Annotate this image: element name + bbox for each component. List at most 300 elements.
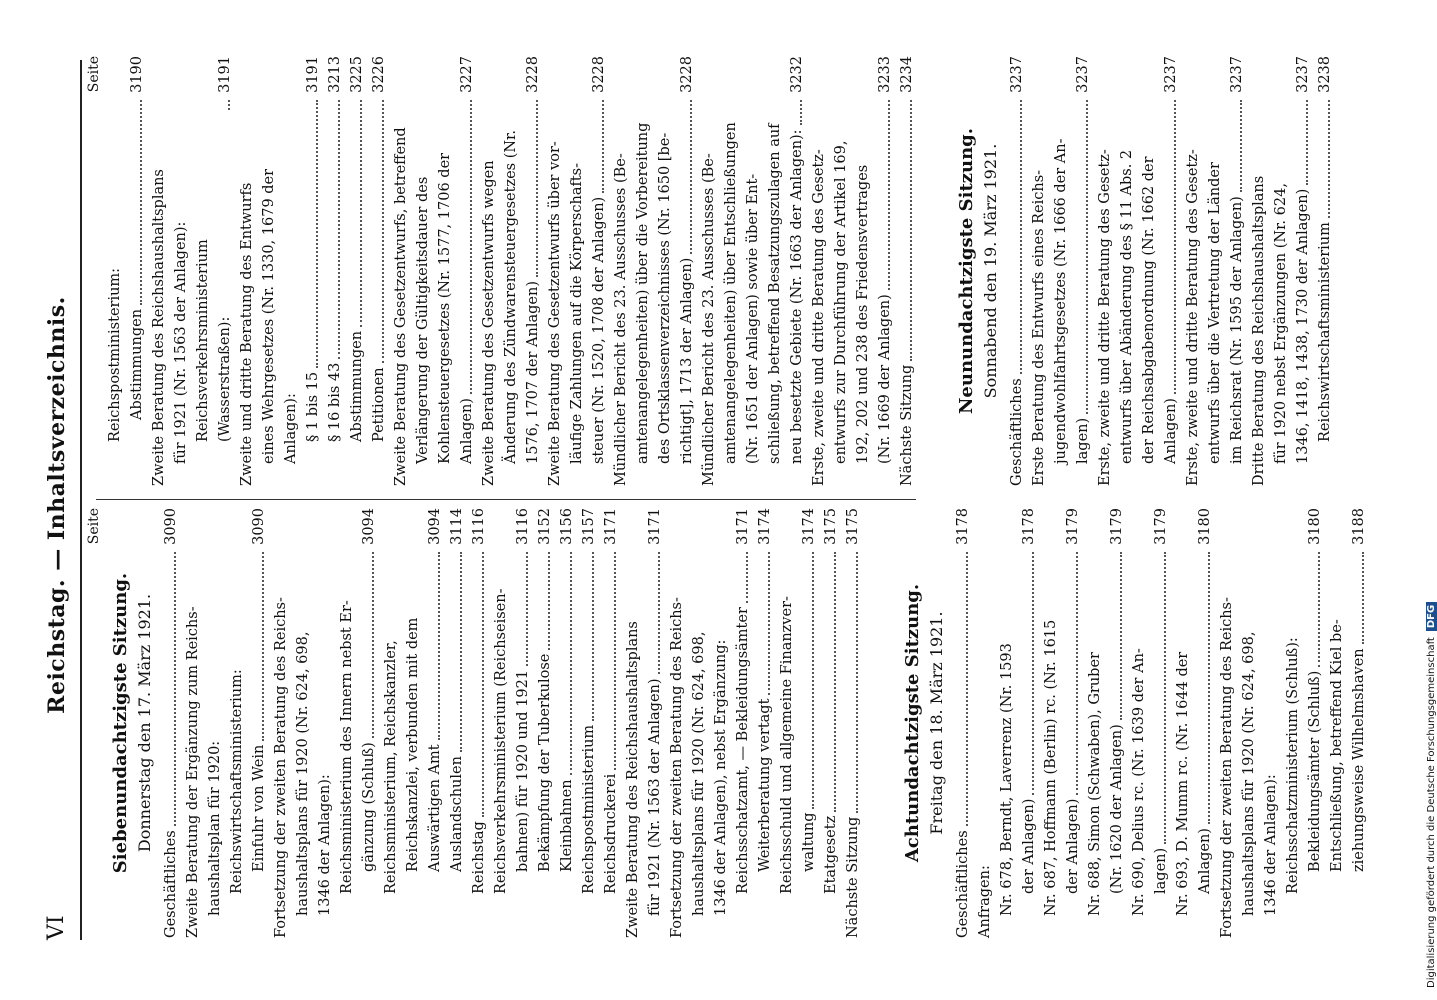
toc-entry [160,508,182,938]
toc-entry-text: Reichsministerium, Reichskanzler, [383,640,399,894]
toc-entry [720,56,742,486]
toc-entry-text: eines Wehrgesetzes (Nr. 1330, 1679 der [261,168,277,464]
toc-entry-text: 1346 der Anlagen), nebst Ergänzung: [713,639,729,916]
toc-entry [1216,508,1238,938]
toc-entry [522,56,544,486]
toc-page-number: 3180 [1197,508,1213,545]
toc-entry-text: haushaltsplans für 1920 (Nr. 624, 698, [1241,631,1257,916]
dot-leader [856,552,858,813]
toc-entry-text: Änderung des Zündwarensteuergesetzes (Nr. [503,129,519,464]
toc-entry-text: jugendwohlfahrtsgesetzes (Nr. 1666 der An- [1053,138,1069,464]
toc-entry [1084,508,1106,938]
toc-page-number: 3226 [371,56,387,93]
toc-list [952,508,1370,938]
toc-entry [544,56,566,486]
toc-entry [358,508,380,938]
toc-entry [1072,56,1094,486]
toc-entry [456,56,478,486]
toc-entry-text: Zweite Beratung des Gesetzentwurfs, betreffend [393,127,409,486]
toc-entry [1050,56,1072,486]
toc-list [1006,56,1336,486]
toc-entry-text: Anlagen) [1197,828,1213,894]
toc-page-number: 3234 [899,56,915,93]
toc-entry-text: amtenangelegenheiten) über Entschließungen [723,122,739,464]
toc-entry [302,56,324,486]
column-divider [96,499,916,500]
dot-leader [316,100,318,368]
session-title: Neunundachtzigste Sitzung. [956,127,977,415]
toc-entry [1204,56,1226,486]
toc-page-number: 3116 [471,508,487,545]
toc-entry-text: Reichstag [471,821,487,894]
toc-entry [1226,56,1248,486]
credit-text: Digitalisierung gefördert durch die Deutsche Forschungsgemeinschaft [1426,637,1437,988]
toc-entry-text: entwurfs über die Vertretung der Länder [1207,162,1223,464]
toc-entry-text: Zweite Beratung des Reichshaushaltsplans [625,621,641,938]
toc-entry [1006,56,1028,486]
toc-entry-text: Reichsministerium des Innern nebst Er- [339,600,355,894]
toc-entry [632,56,654,486]
toc-entry-text: Zweite Beratung des Reichshaushaltsplans [151,169,167,486]
toc-page-number: 3228 [591,56,607,93]
toc-entry [852,56,874,486]
toc-entry-text: haushaltsplans für 1920 (Nr. 624, 698, [691,631,707,916]
toc-page-number: 3114 [449,508,465,545]
toc-entry-text: Petitionen [371,367,387,442]
toc-entry-text: Anlagen) [459,398,475,464]
toc-page-number: 3237 [1229,56,1245,93]
toc-entry-text: Anfragen: [977,865,993,938]
dot-leader [888,100,890,290]
toc-entry [622,508,644,938]
toc-entry-text: 192, 202 und 238 des Friedensvertrages [855,164,871,464]
dot-leader [768,552,770,695]
toc-entry-text: Nächste Sitzung [845,816,861,938]
toc-page-number: 3180 [1307,508,1323,545]
toc-entry [390,56,412,486]
toc-entry-text: Reichspostministerium: [107,267,123,442]
toc-entry-text: Abstimmungen [129,308,145,420]
toc-entry [1028,56,1050,486]
toc-entry-text: Zweite Beratung der Ergänzung zum Reichs- [185,606,201,938]
toc-entry [402,508,424,938]
toc-entry-text: Auslandschulen [449,756,465,872]
toc-entry-text: Reichskanzlei, verbunden mit dem [405,617,421,872]
toc-page-number: 3175 [845,508,861,545]
dot-leader [438,552,440,740]
toc-entry [578,508,600,938]
dot-leader [372,552,374,738]
dot-leader [1032,552,1034,795]
toc-entry-text: waltung [801,812,817,872]
toc-entry-text: Reichsschatzministerium (Schluß): [1285,637,1301,894]
toc-entry [654,56,676,486]
toc-entry-text: Fortsetzung der zweiten Beratung des Reichs- [1219,597,1235,938]
toc-entry-text: Zweite Beratung des Gesetzentwurfs wegen [481,160,497,486]
toc-entry [182,508,204,938]
toc-entry-text: (Nr. 1669 der Anlagen) [877,294,893,464]
toc-entry-text: für 1921 (Nr. 1563 der Anlagen) [647,678,663,916]
dot-leader [1120,552,1122,720]
toc-page-number: 3213 [327,56,343,93]
toc-entry-text: Erste, zweite und dritte Beratung des Gesetz- [1185,149,1201,486]
toc-entry-text: Reichsschatzamt, — Bekleidungsämter [735,607,751,894]
dot-leader [140,100,142,305]
toc-entry-text: Zweite Beratung des Gesetzentwurfs über vor- [547,141,563,486]
toc-entry-text: neu besetzte Gebiete (Nr. 1663 der Anlagen): [789,129,805,464]
toc-entry [644,508,666,938]
toc-entry-text: Nächste Sitzung [899,364,915,486]
toc-entry-text: schließung, betreffend Besatzungszulagen auf [767,123,783,464]
toc-entry [248,508,270,938]
dot-leader [338,100,340,359]
toc-entry [1348,508,1370,938]
dot-leader [966,552,968,826]
toc-entry-text: Bekämpfung der Tuberkulose [537,653,553,872]
toc-page-number: 3090 [251,508,267,545]
toc-entry [1128,508,1150,938]
left-column [86,508,1370,938]
toc-page-number: 3233 [877,56,893,93]
toc-entry [1194,508,1216,938]
toc-entry [280,56,302,486]
dot-leader [1164,552,1166,844]
toc-entry [764,56,786,486]
dot-leader [1020,100,1022,374]
toc-entry-text: § 1 bis 15 [305,371,321,442]
session-title: Siebenundachtzigste Sitzung. [110,572,131,874]
toc-entry [742,56,764,486]
toc-page-number: 3191 [217,56,233,93]
dot-leader [658,552,660,674]
toc-page-number: 3190 [129,56,145,93]
toc-entry-text: Einfuhr von Wein [251,744,267,872]
toc-entry [226,508,248,938]
dot-leader [800,100,802,125]
toc-entry-text: Reichsverkehrsministerium (Reichseisen- [493,588,509,894]
toc-entry [324,56,346,486]
toc-entry-text: für 1920 nebst Ergänzungen (Nr. 624, [1273,183,1289,464]
toc-page-number: 3174 [801,508,817,545]
toc-page-number: 3237 [1295,56,1311,93]
toc-entry [1018,508,1040,938]
dot-leader [536,100,538,277]
toc-entry [336,508,358,938]
toc-entry-text: Verlängerung der Gültigkeitsdauer des [415,176,431,464]
toc-page-number: 3232 [789,56,805,93]
toc-entry [754,508,776,938]
toc-entry [468,508,490,938]
dfg-logo: DFG [1426,602,1437,631]
seite-label: Seite [86,56,102,93]
toc-entry-text: (Nr. 1620 der Anlagen) [1109,724,1125,894]
dot-leader [526,552,528,666]
toc-entry [808,56,830,486]
toc-entry-text: der Anlagen) [1065,798,1081,894]
toc-entry [1238,508,1260,938]
session-date: Donnerstag den 17. März 1921. [135,593,154,853]
toc-entry [380,508,402,938]
toc-page-number: 3179 [1153,508,1169,545]
toc-entry [1094,56,1116,486]
toc-entry-text: Reichswirtschaftsministerium [1317,222,1333,442]
toc-entry [270,508,292,938]
dot-leader [1318,552,1320,667]
toc-entry [830,56,852,486]
toc-page-number: 3152 [537,508,553,545]
toc-entry-text: 1576, 1707 der Anlagen) [525,281,541,464]
toc-entry-text: haushaltsplans für 1920 (Nr. 624, 698, [295,631,311,916]
session-title: Achtundachtzigste Sitzung. [902,583,923,863]
toc-entry-text: für 1921 (Nr. 1563 der Anlagen): [173,221,189,464]
toc-entry [820,508,842,938]
toc-entry-text: Kleinbahnen [559,779,575,872]
toc-page-number: 3094 [361,508,377,545]
toc-entry [1314,56,1336,486]
toc-entry [842,508,864,938]
toc-entry-text: 1346, 1418, 1438, 1730 der Anlagen) [1295,188,1311,464]
toc-entry-text: gänzung (Schluß) [361,742,377,872]
toc-entry-text: Nr. 688, Simon (Schwaben), Gruber [1087,652,1103,916]
toc-entry [446,508,468,938]
toc-entry [1150,508,1172,938]
toc-page-number: 3188 [1351,508,1367,545]
toc-entry-text: amtenangelegenheiten) über die Vorbereitung [635,122,651,464]
toc-page-number: 3156 [559,508,575,545]
toc-entry-text: Nr. 690, Delius rc. (Nr. 1639 der An- [1131,648,1147,916]
toc-entry-text: des Ortsklassenverzeichnisses (Nr. 1650 [be- [657,132,673,464]
toc-entry-text: Nr. 678, Berndt, Laverrenz (Nr. 1593 [999,643,1015,916]
toc-entry-text: Kohlensteuergesetzes (Nr. 1577, 1706 der [437,152,453,464]
dot-leader [382,100,384,363]
toc-entry-text: 1346 der Anlagen): [1263,774,1279,916]
toc-entry-text: entwurfs zur Durchführung der Artikel 169, [833,140,849,464]
toc-entry-text: Abstimmungen [349,330,365,442]
toc-entry [434,56,456,486]
toc-entry-text: steuer (Nr. 1520, 1708 der Anlagen) [591,196,607,464]
toc-entry-text: lagen) [1075,417,1091,464]
toc-entry-text: Entschließung, betreffend Kiel be- [1329,619,1345,872]
toc-entry-text: der Reichsabgabenordnung (Nr. 1662 der [1141,156,1157,464]
toc-page-number: 3171 [735,508,751,545]
dot-leader [834,552,836,812]
toc-entry [500,56,522,486]
toc-entry [1248,56,1270,486]
toc-entry-text: ziehungsweise Wilhelmshaven [1351,648,1367,872]
toc-entry [874,56,896,486]
toc-page-number: 3174 [757,508,773,545]
dot-leader [470,100,472,394]
toc-entry [588,56,610,486]
toc-entry [292,508,314,938]
dot-leader [1328,100,1330,218]
toc-entry-text: (Nr. 1651 der Anlagen) sowie über Ent- [745,173,761,464]
toc-entry [798,508,820,938]
toc-entry [1138,56,1160,486]
toc-entry [512,508,534,938]
toc-entry [1106,508,1128,938]
toc-entry-text: läufige Zahlungen auf die Körperschafts- [569,163,585,464]
toc-entry-text: Erste, zweite und dritte Beratung des Gesetz- [811,149,827,486]
session-date: Sonnabend den 19. März 1921. [981,143,1000,399]
page-title: Reichstag. — Inhaltsverzeichnis. [44,296,70,714]
dot-leader [1306,100,1308,185]
toc-entry-text: Fortsetzung der zweiten Beratung des Reichs- [273,597,289,938]
toc-page-number: 3238 [1317,56,1333,93]
toc-entry [258,56,280,486]
toc-page-number: 3228 [525,56,541,93]
toc-entry [490,508,512,938]
toc-entry-text: entwurfs über Abänderung des § 11 Abs. 2 [1119,149,1135,464]
dot-leader [1086,100,1088,414]
toc-entry-text: Reichsdruckerei [603,773,619,894]
dot-leader [614,552,616,770]
toc-entry [104,56,126,486]
toc-entry [1304,508,1326,938]
toc-entry [346,56,368,486]
toc-entry [556,508,578,938]
toc-entry-text: lagen) [1153,847,1169,894]
toc-entry-text: Weiterberatung vertagt [757,698,773,872]
toc-entry-text: § 16 bis 43 [327,362,343,442]
toc-entry [192,56,236,486]
toc-page-number: 3179 [1065,508,1081,545]
session-date: Freitag den 18. März 1921. [927,611,946,835]
toc-entry-text: Nr. 693, D. Mumm rc. (Nr. 1644 der [1175,651,1191,916]
toc-entry [776,508,798,938]
toc-entry-text: haushaltsplan für 1920: [207,740,223,916]
dot-leader [262,552,264,741]
toc-entry-text: Dritte Beratung des Reichshaushaltsplans [1251,175,1267,486]
toc-entry [676,56,698,486]
toc-entry [478,56,500,486]
toc-entry [236,56,258,486]
toc-entry-text: Erste Beratung des Entwurfs eines Reichs- [1031,169,1047,486]
seite-label: Seite [86,508,102,545]
toc-entry-text: Bekleidungsämter (Schluß) [1307,670,1323,872]
toc-entry-text: richtigt], 1713 der Anlagen) [679,257,695,464]
toc-page-number: 3237 [1009,56,1025,93]
dot-leader [1208,552,1210,824]
toc-entry-text: Geschäftliches [163,830,179,938]
toc-entry-text: Geschäftliches [1009,378,1025,486]
toc-entry-text: Reichsverkehrsministerium (Wasserstraßen): [195,239,233,442]
toc-entry [1292,56,1314,486]
toc-entry [1260,508,1282,938]
toc-entry [698,56,720,486]
toc-entry-text: Zweite und dritte Beratung des Entwurfs [239,182,255,486]
dot-leader [746,552,748,603]
toc-page-number: 3157 [581,508,597,545]
toc-page-number: 3228 [679,56,695,93]
dot-leader [1240,100,1242,192]
dot-leader [482,552,484,817]
toc-entry [688,508,710,938]
toc-entry [170,56,192,486]
dot-leader [1362,552,1364,644]
toc-entry-text: der Anlagen) [1021,798,1037,894]
dot-leader [812,552,814,809]
toc-entry-text: Auswärtigen Amt [427,744,443,872]
toc-entry [566,56,588,486]
toc-entry [710,508,732,938]
toc-entry-text: Reichsschuld und allgemeine Finanzver- [779,596,795,894]
toc-entry [1326,508,1348,938]
digitization-credit [1412,8,1437,988]
toc-entry-text: im Reichsrat (Nr. 1595 der Anlagen) [1229,196,1245,464]
toc-list [160,508,864,938]
dot-leader [548,552,550,650]
toc-entry-text: Etatgesetz [823,815,839,894]
toc-entry-text: Reichswirtschaftsministerium: [229,669,245,894]
toc-entry-text: 1346 der Anlagen): [317,774,333,916]
toc-entry [148,56,170,486]
toc-entry [1182,56,1204,486]
toc-entry [896,56,918,486]
dot-leader [228,100,230,110]
toc-page-number: 3090 [163,508,179,545]
toc-page-number: 3225 [349,56,365,93]
toc-entry [666,508,688,938]
toc-list [104,56,918,486]
toc-page-number: 3171 [603,508,619,545]
dot-leader [1174,100,1176,394]
dot-leader [570,552,572,775]
dot-leader [460,552,462,752]
toc-entry [600,508,622,938]
toc-entry [952,508,974,938]
toc-entry-text: Erste, zweite und dritte Beratung des Gesetz- [1097,149,1113,486]
toc-entry [786,56,808,486]
toc-entry [1160,56,1182,486]
toc-page-number: 3175 [823,508,839,545]
toc-entry-text: Reichspostministerium [581,724,597,894]
toc-page-number: 3178 [955,508,971,545]
toc-entry [424,508,446,938]
toc-entry-text: Anlagen) [1163,398,1179,464]
dot-leader [360,100,362,327]
toc-entry-text: Anlagen): [283,393,299,464]
toc-page-number: 3178 [1021,508,1037,545]
toc-entry [126,56,148,486]
toc-entry-text: Fortsetzung der zweiten Beratung des Reichs- [669,597,685,938]
toc-entry-text: Nr. 687, Hoffmann (Berlin) rc. (Nr. 1615 [1043,619,1059,916]
page-number: VI [44,915,69,940]
toc-entry [1172,508,1194,938]
toc-entry [1270,56,1292,486]
dot-leader [1076,552,1078,795]
toc-entry [534,508,556,938]
toc-page-number: 3237 [1163,56,1179,93]
toc-page-number: 3179 [1109,508,1125,545]
dot-leader [690,100,692,254]
header-rule [80,60,82,940]
toc-entry [314,508,336,938]
toc-page-number: 3227 [459,56,475,93]
right-column [86,56,1336,486]
page-header [44,70,80,940]
toc-entry [974,508,996,938]
toc-page-number: 3237 [1075,56,1091,93]
toc-entry [732,508,754,938]
toc-entry [1116,56,1138,486]
toc-entry [1040,508,1062,938]
toc-entry [368,56,390,486]
toc-page-number: 3116 [515,508,531,545]
toc-entry [610,56,632,486]
toc-entry [204,508,226,938]
toc-entry-text: bahnen) für 1920 und 1921 [515,669,531,872]
